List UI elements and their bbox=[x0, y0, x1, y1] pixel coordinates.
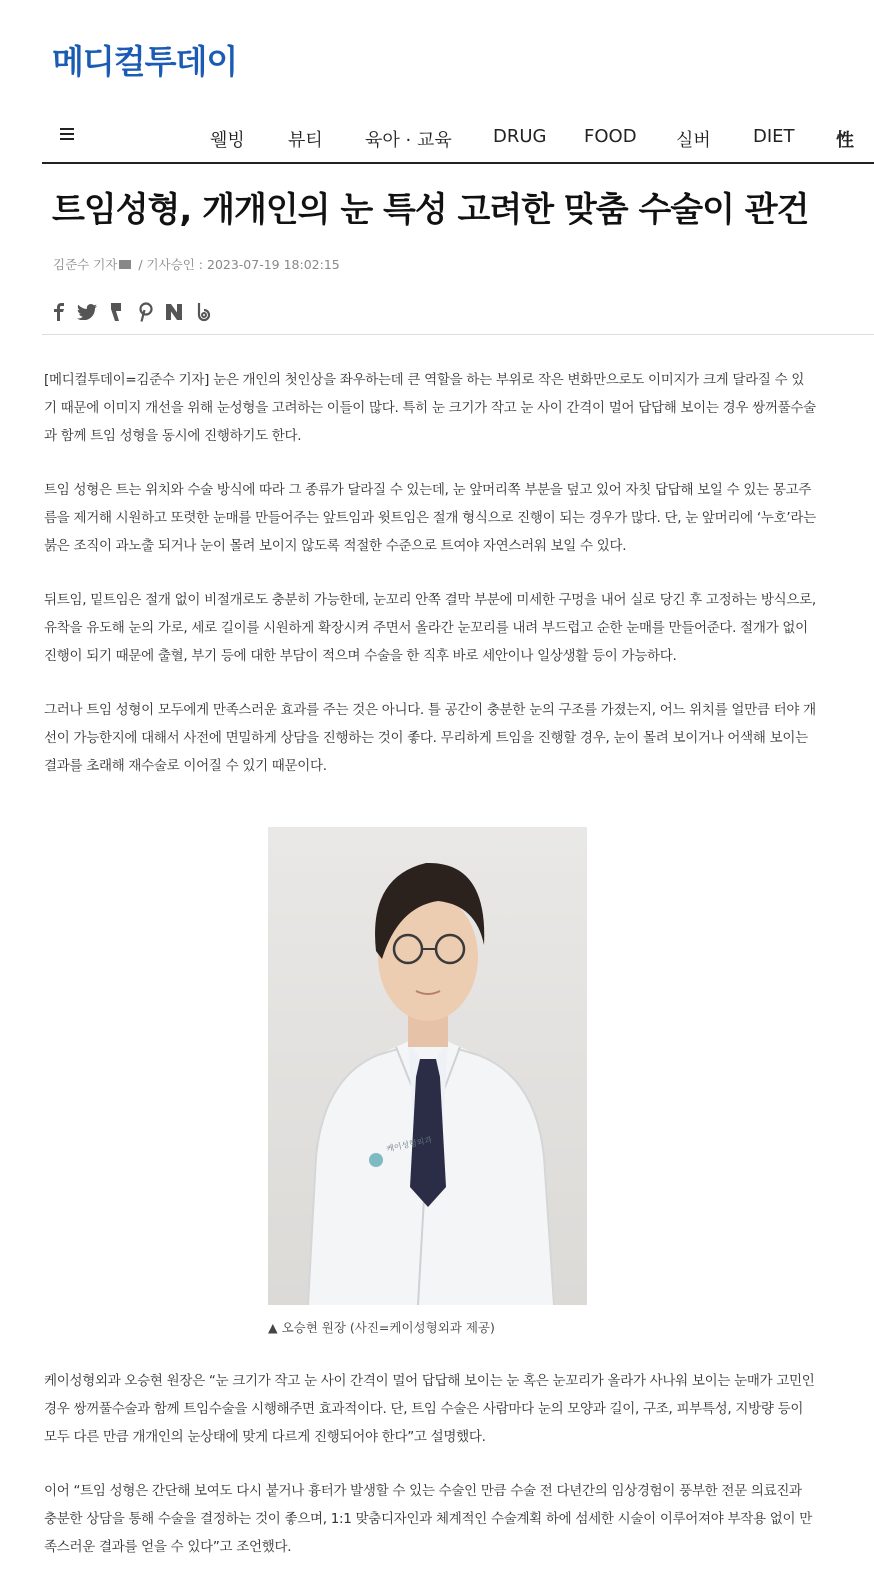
twitter-icon[interactable] bbox=[76, 300, 98, 324]
article-paragraph-1: [메디컬투데이=김준수 기자] 눈은 개인의 첫인상을 좌우하는데 큰 역할을 하는 부위로 작은 변화만으로도 이미지가 크게 달라질 수 있기 때문에 이미지 개선을 위해 눈성형을 고려하는 이들이 많다. 특히 눈 크기가 작고 눈 사이 간격이 멀어 답답해 보이는 경우 쌍꺼풀수술과 함께 트임 성형을 동시에 진행하기도 한다. bbox=[44, 372, 816, 444]
mail-icon[interactable] bbox=[119, 260, 131, 269]
doctor-photo[interactable] bbox=[268, 827, 587, 1305]
article-paragraph-6: 이어 “트임 성형은 간단해 보여도 다시 붙거나 흉터가 발생할 수 있는 수술인 만큼 수술 전 다년간의 임상경험이 풍부한 전문 의료진과 충분한 상담을 통해 수술을 결정하는 것이 좋으며, 1:1 맞춤디자인과 체계적인 수술계획 하에 섬세한 시술이 이루어져야 부작용 없이 만족스러운 결과를 얻을 수 있다”고 조언했다. bbox=[44, 1483, 812, 1555]
nav-item-diet[interactable]: DIET bbox=[753, 126, 795, 147]
nav-item-food[interactable]: FOOD bbox=[584, 126, 637, 147]
nav-item-wellbeing[interactable]: 웰빙 bbox=[210, 130, 245, 151]
nav-item-sex[interactable]: 性 bbox=[836, 130, 854, 151]
photo-caption: ▲ 오승현 원장 (사진=케이성형외과 제공) bbox=[268, 1320, 495, 1335]
approved-date: / 기사승인 : 2023-07-19 18:02:15 bbox=[138, 257, 340, 272]
coat-badge-text: 케이성형외과 bbox=[385, 1135, 433, 1154]
article-paragraph-3: 뒤트임, 밑트임은 절개 없이 비절개로도 충분히 가능한데, 눈꼬리 안쪽 결막 부분에 미세한 구멍을 내어 실로 당긴 후 고정하는 방식으로, 유착을 유도해 눈의 가로, 세로 길이를 시원하게 확장시켜 주면서 올라간 눈꼬리를 내려 부드럽고 순한 눈매를 만들어준다. 절개가 없이 진행이 되기 때문에 출혈, 부기 등에 대한 부담이 적으며 수술을 한 직후 바로 세안이나 일상생활 등이 가능하다. bbox=[44, 592, 816, 664]
category-nav bbox=[42, 112, 874, 164]
nav-item-beauty[interactable]: 뷰티 bbox=[288, 130, 323, 151]
article-paragraph-2: 트임 성형은 트는 위치와 수술 방식에 따라 그 종류가 달라질 수 있는데, 눈 앞머리쪽 부분을 덮고 있어 자칫 답답해 보일 수 있는 몽고주름을 제거해 시원하고 또렷한 눈매를 만들어주는 앞트임과 윗트임은 절개 형식으로 진행이 되는 경우가 많다. 단, 눈 앞머리에 ‘누호’라는 붉은 조직이 과노출 되거나 눈이 몰려 보이지 않도록 적절한 수준으로 트여야 자연스러워 보일 수 있다. bbox=[44, 482, 816, 554]
nav-item-silver[interactable]: 실버 bbox=[676, 130, 711, 151]
article-byline bbox=[53, 255, 340, 273]
article-headline: 트임성형, 개개인의 눈 특성 고려한 맞춤 수술이 관건 bbox=[52, 190, 809, 230]
divider bbox=[42, 334, 874, 335]
facebook-icon[interactable] bbox=[48, 300, 70, 324]
nav-item-drug[interactable]: DRUG bbox=[493, 126, 547, 147]
author-name[interactable]: 김준수 기자 bbox=[53, 257, 118, 272]
band-icon[interactable] bbox=[193, 300, 215, 324]
pinterest-icon[interactable] bbox=[134, 300, 156, 324]
article-paragraph-5: 케이성형외과 오승현 원장은 “눈 크기가 작고 눈 사이 간격이 멀어 답답해 보이는 눈 혹은 눈꼬리가 올라가 사나워 보이는 눈매가 고민인 경우 쌍꺼풀수술과 함께 트임수술을 시행해주면 효과적이다. 단, 트임 수술은 사람마다 눈의 모양과 길이, 구조, 피부특성, 지방량 등이 모두 다른 만큼 개개인의 눈상태에 맞게 다르게 진행되어야 한다”고 설명했다. bbox=[44, 1373, 815, 1445]
menu-icon[interactable] bbox=[60, 128, 74, 142]
nav-item-parenting[interactable]: 육아 · 교육 bbox=[365, 130, 452, 151]
naver-icon[interactable] bbox=[163, 300, 185, 324]
site-logo[interactable]: 메디컬투데이 bbox=[52, 42, 238, 81]
kakaostory-icon[interactable] bbox=[105, 300, 127, 324]
article-paragraph-4: 그러나 트임 성형이 모두에게 만족스러운 효과를 주는 것은 아니다. 틀 공간이 충분한 눈의 구조를 가졌는지, 어느 위치를 얼만큼 터야 개선이 가능한지에 대해서 사전에 면밀하게 상담을 진행하는 것이 좋다. 무리하게 트임을 진행할 경우, 눈이 몰려 보이거나 어색해 보이는 결과를 초래해 재수술로 이어질 수 있기 때문이다. bbox=[44, 702, 816, 774]
